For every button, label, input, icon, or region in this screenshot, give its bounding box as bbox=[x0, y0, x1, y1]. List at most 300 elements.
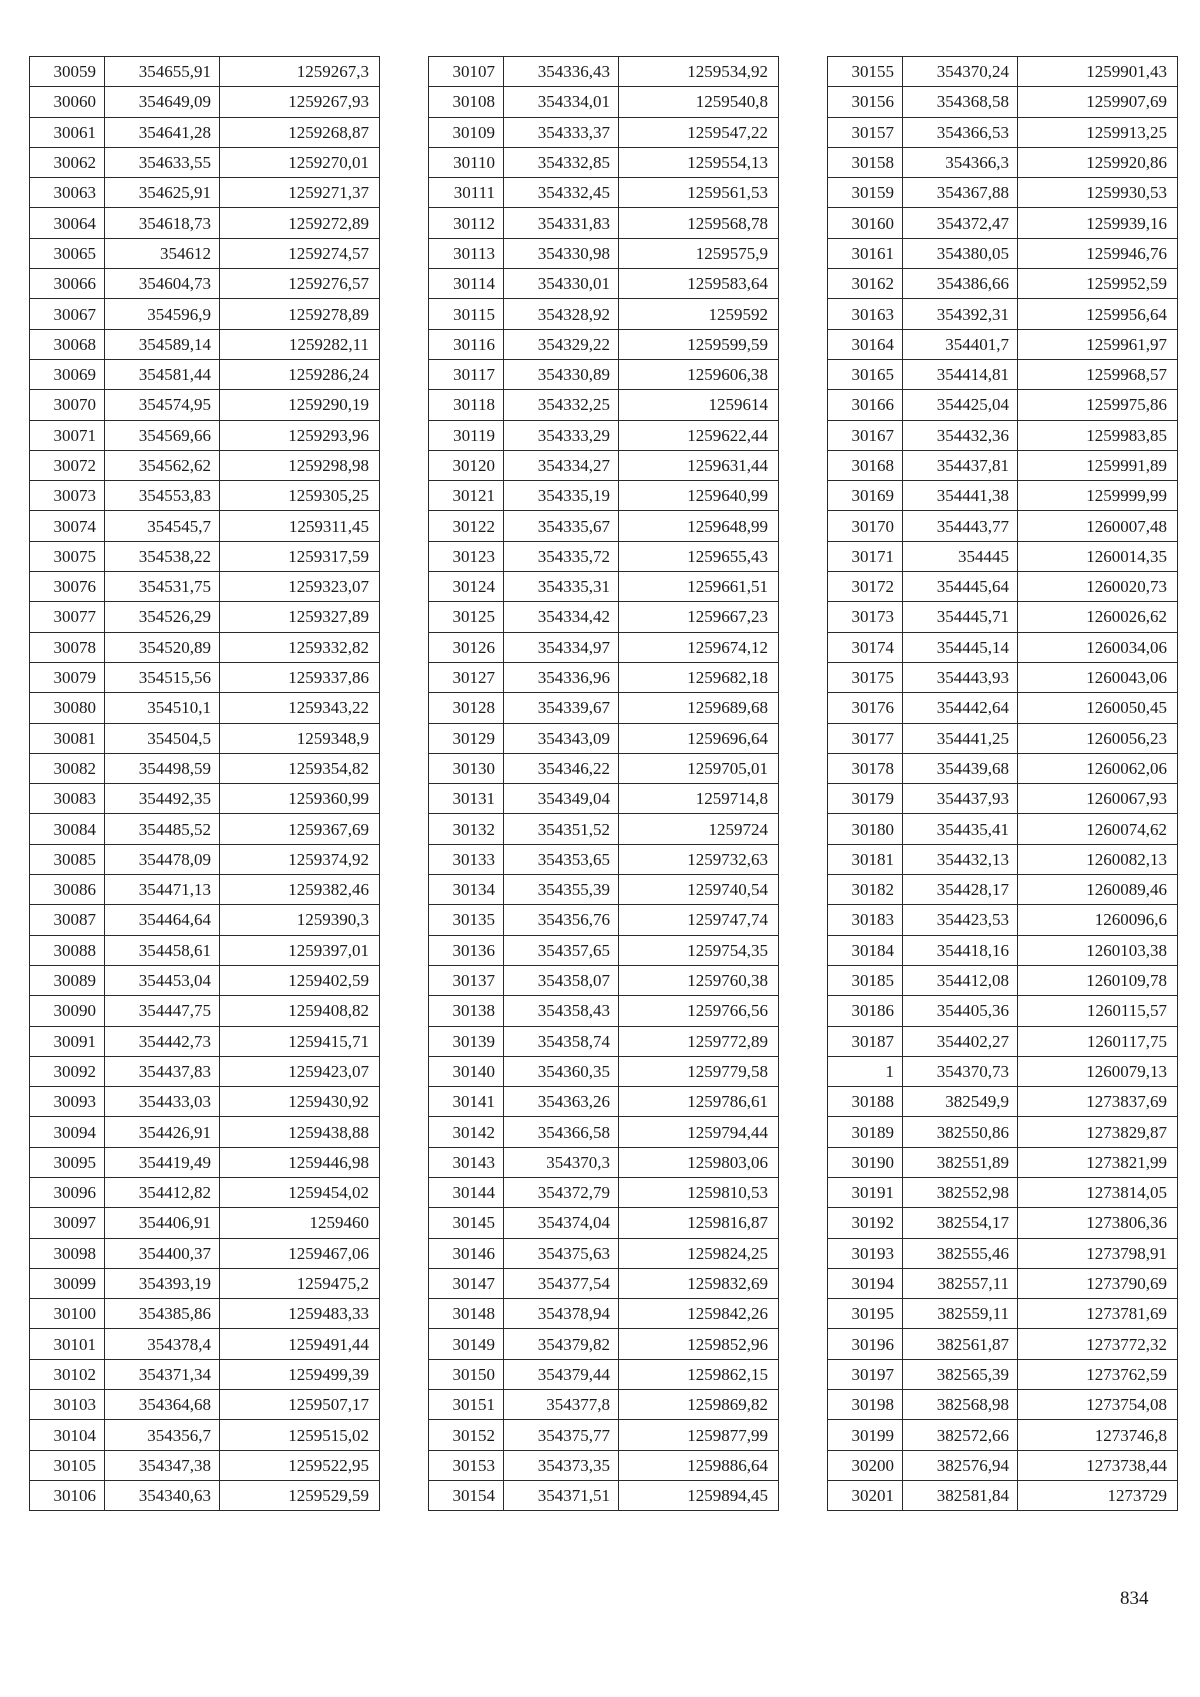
x-coordinate-cell: 354478,09 bbox=[105, 844, 220, 874]
table-row bbox=[30, 965, 380, 995]
y-coordinate-cell: 1259754,35 bbox=[619, 935, 779, 965]
x-coordinate-cell: 354553,83 bbox=[105, 481, 220, 511]
point-number-cell: 30114 bbox=[429, 269, 504, 299]
table-row bbox=[828, 117, 1178, 147]
y-coordinate-cell: 1259534,92 bbox=[619, 57, 779, 87]
point-number-cell: 30150 bbox=[429, 1359, 504, 1389]
table-row bbox=[30, 1268, 380, 1298]
point-number-cell: 1 bbox=[828, 1056, 903, 1086]
table-row bbox=[828, 57, 1178, 87]
point-number-cell: 30149 bbox=[429, 1329, 504, 1359]
x-coordinate-cell: 354400,37 bbox=[105, 1238, 220, 1268]
table-row bbox=[828, 541, 1178, 571]
table-row bbox=[30, 1420, 380, 1450]
x-coordinate-cell: 354356,7 bbox=[105, 1420, 220, 1450]
point-number-cell: 30067 bbox=[30, 299, 105, 329]
x-coordinate-cell: 354574,95 bbox=[105, 390, 220, 420]
table-row bbox=[828, 723, 1178, 753]
x-coordinate-cell: 354363,26 bbox=[504, 1087, 619, 1117]
point-number-cell: 30066 bbox=[30, 269, 105, 299]
y-coordinate-cell: 1259760,38 bbox=[619, 965, 779, 995]
y-coordinate-cell: 1273762,59 bbox=[1018, 1359, 1178, 1389]
y-coordinate-cell: 1259270,01 bbox=[220, 147, 380, 177]
table-row bbox=[429, 1177, 779, 1207]
table-row bbox=[828, 208, 1178, 238]
table-row bbox=[828, 450, 1178, 480]
point-number-cell: 30179 bbox=[828, 784, 903, 814]
x-coordinate-cell: 354458,61 bbox=[105, 935, 220, 965]
table-row bbox=[429, 511, 779, 541]
table-row bbox=[429, 723, 779, 753]
table-row bbox=[30, 935, 380, 965]
point-number-cell: 30196 bbox=[828, 1329, 903, 1359]
point-number-cell: 30124 bbox=[429, 572, 504, 602]
x-coordinate-cell: 354331,83 bbox=[504, 208, 619, 238]
y-coordinate-cell: 1259816,87 bbox=[619, 1208, 779, 1238]
point-number-cell: 30184 bbox=[828, 935, 903, 965]
table-row bbox=[828, 238, 1178, 268]
table-row bbox=[828, 1359, 1178, 1389]
table-row bbox=[828, 1056, 1178, 1086]
point-number-cell: 30128 bbox=[429, 693, 504, 723]
table-row bbox=[828, 1329, 1178, 1359]
table-row bbox=[429, 965, 779, 995]
table-row bbox=[30, 450, 380, 480]
x-coordinate-cell: 354520,89 bbox=[105, 632, 220, 662]
y-coordinate-cell: 1273738,44 bbox=[1018, 1450, 1178, 1480]
x-coordinate-cell: 382568,98 bbox=[903, 1390, 1018, 1420]
y-coordinate-cell: 1259454,02 bbox=[220, 1177, 380, 1207]
point-number-cell: 30076 bbox=[30, 572, 105, 602]
y-coordinate-cell: 1259268,87 bbox=[220, 117, 380, 147]
table-row bbox=[828, 572, 1178, 602]
point-number-cell: 30092 bbox=[30, 1056, 105, 1086]
x-coordinate-cell: 354437,93 bbox=[903, 784, 1018, 814]
y-coordinate-cell: 1259499,39 bbox=[220, 1359, 380, 1389]
table-row bbox=[429, 632, 779, 662]
point-number-cell: 30172 bbox=[828, 572, 903, 602]
point-number-cell: 30141 bbox=[429, 1087, 504, 1117]
point-number-cell: 30159 bbox=[828, 178, 903, 208]
table-row bbox=[429, 662, 779, 692]
point-number-cell: 30088 bbox=[30, 935, 105, 965]
point-number-cell: 30152 bbox=[429, 1420, 504, 1450]
point-number-cell: 30104 bbox=[30, 1420, 105, 1450]
y-coordinate-cell: 1259674,12 bbox=[619, 632, 779, 662]
point-number-cell: 30078 bbox=[30, 632, 105, 662]
y-coordinate-cell: 1259606,38 bbox=[619, 359, 779, 389]
x-coordinate-cell: 354612 bbox=[105, 238, 220, 268]
x-coordinate-cell: 354428,17 bbox=[903, 875, 1018, 905]
y-coordinate-cell: 1259975,86 bbox=[1018, 390, 1178, 420]
point-number-cell: 30121 bbox=[429, 481, 504, 511]
table-row bbox=[429, 1208, 779, 1238]
y-coordinate-cell: 1259648,99 bbox=[619, 511, 779, 541]
x-coordinate-cell: 382552,98 bbox=[903, 1177, 1018, 1207]
y-coordinate-cell: 1259575,9 bbox=[619, 238, 779, 268]
point-number-cell: 30096 bbox=[30, 1177, 105, 1207]
table-row bbox=[429, 1268, 779, 1298]
x-coordinate-cell: 354649,09 bbox=[105, 87, 220, 117]
y-coordinate-cell: 1260067,93 bbox=[1018, 784, 1178, 814]
point-number-cell: 30109 bbox=[429, 117, 504, 147]
y-coordinate-cell: 1260089,46 bbox=[1018, 875, 1178, 905]
y-coordinate-cell: 1273806,36 bbox=[1018, 1208, 1178, 1238]
table-row bbox=[828, 875, 1178, 905]
x-coordinate-cell: 354371,34 bbox=[105, 1359, 220, 1389]
x-coordinate-cell: 354412,82 bbox=[105, 1177, 220, 1207]
table-row bbox=[429, 875, 779, 905]
point-number-cell: 30157 bbox=[828, 117, 903, 147]
y-coordinate-cell: 1259360,99 bbox=[220, 784, 380, 814]
point-number-cell: 30120 bbox=[429, 450, 504, 480]
x-coordinate-cell: 354423,53 bbox=[903, 905, 1018, 935]
y-coordinate-cell: 1259348,9 bbox=[220, 723, 380, 753]
point-number-cell: 30169 bbox=[828, 481, 903, 511]
x-coordinate-cell: 354329,22 bbox=[504, 329, 619, 359]
y-coordinate-cell: 1260020,73 bbox=[1018, 572, 1178, 602]
table-row bbox=[30, 541, 380, 571]
x-coordinate-cell: 354581,44 bbox=[105, 359, 220, 389]
table-row bbox=[30, 1208, 380, 1238]
page-number: 834 bbox=[1120, 1588, 1149, 1609]
point-number-cell: 30129 bbox=[429, 723, 504, 753]
x-coordinate-cell: 382559,11 bbox=[903, 1299, 1018, 1329]
x-coordinate-cell: 354332,85 bbox=[504, 147, 619, 177]
point-number-cell: 30132 bbox=[429, 814, 504, 844]
point-number-cell: 30081 bbox=[30, 723, 105, 753]
table-row bbox=[828, 1420, 1178, 1450]
table-row bbox=[828, 905, 1178, 935]
table-row bbox=[429, 238, 779, 268]
table-row bbox=[429, 1359, 779, 1389]
point-number-cell: 30195 bbox=[828, 1299, 903, 1329]
y-coordinate-cell: 1259332,82 bbox=[220, 632, 380, 662]
y-coordinate-cell: 1259956,64 bbox=[1018, 299, 1178, 329]
table-row bbox=[828, 1147, 1178, 1177]
table-row bbox=[429, 481, 779, 511]
y-coordinate-cell: 1259766,56 bbox=[619, 996, 779, 1026]
table-row bbox=[429, 269, 779, 299]
x-coordinate-cell: 354335,67 bbox=[504, 511, 619, 541]
table-row bbox=[429, 1056, 779, 1086]
x-coordinate-cell: 354364,68 bbox=[105, 1390, 220, 1420]
x-coordinate-cell: 354372,47 bbox=[903, 208, 1018, 238]
table-row bbox=[30, 1480, 380, 1510]
y-coordinate-cell: 1259547,22 bbox=[619, 117, 779, 147]
y-coordinate-cell: 1260034,06 bbox=[1018, 632, 1178, 662]
table-row bbox=[429, 87, 779, 117]
y-coordinate-cell: 1260079,13 bbox=[1018, 1056, 1178, 1086]
y-coordinate-cell: 1259278,89 bbox=[220, 299, 380, 329]
y-coordinate-cell: 1259540,8 bbox=[619, 87, 779, 117]
x-coordinate-cell: 354437,81 bbox=[903, 450, 1018, 480]
x-coordinate-cell: 354375,63 bbox=[504, 1238, 619, 1268]
point-number-cell: 30165 bbox=[828, 359, 903, 389]
x-coordinate-cell: 354526,29 bbox=[105, 602, 220, 632]
x-coordinate-cell: 354442,64 bbox=[903, 693, 1018, 723]
x-coordinate-cell: 354334,42 bbox=[504, 602, 619, 632]
table-row bbox=[30, 632, 380, 662]
y-coordinate-cell: 1259696,64 bbox=[619, 723, 779, 753]
table-row bbox=[30, 662, 380, 692]
point-number-cell: 30110 bbox=[429, 147, 504, 177]
x-coordinate-cell: 354358,07 bbox=[504, 965, 619, 995]
x-coordinate-cell: 382581,84 bbox=[903, 1480, 1018, 1510]
point-number-cell: 30187 bbox=[828, 1026, 903, 1056]
point-number-cell: 30113 bbox=[429, 238, 504, 268]
x-coordinate-cell: 354433,03 bbox=[105, 1087, 220, 1117]
x-coordinate-cell: 354641,28 bbox=[105, 117, 220, 147]
point-number-cell: 30170 bbox=[828, 511, 903, 541]
y-coordinate-cell: 1259862,15 bbox=[619, 1359, 779, 1389]
table-row bbox=[30, 238, 380, 268]
x-coordinate-cell: 354367,88 bbox=[903, 178, 1018, 208]
y-coordinate-cell: 1259274,57 bbox=[220, 238, 380, 268]
y-coordinate-cell: 1259491,44 bbox=[220, 1329, 380, 1359]
table-row bbox=[429, 1147, 779, 1177]
y-coordinate-cell: 1259561,53 bbox=[619, 178, 779, 208]
y-coordinate-cell: 1259946,76 bbox=[1018, 238, 1178, 268]
table-row bbox=[30, 844, 380, 874]
table-row bbox=[30, 905, 380, 935]
x-coordinate-cell: 354328,92 bbox=[504, 299, 619, 329]
point-number-cell: 30160 bbox=[828, 208, 903, 238]
point-number-cell: 30180 bbox=[828, 814, 903, 844]
table-row bbox=[30, 57, 380, 87]
table-row bbox=[828, 662, 1178, 692]
table-row bbox=[30, 1147, 380, 1177]
point-number-cell: 30064 bbox=[30, 208, 105, 238]
x-coordinate-cell: 354445,71 bbox=[903, 602, 1018, 632]
table-row bbox=[30, 602, 380, 632]
table-row bbox=[30, 269, 380, 299]
x-coordinate-cell: 354373,35 bbox=[504, 1450, 619, 1480]
table-row bbox=[429, 935, 779, 965]
point-number-cell: 30135 bbox=[429, 905, 504, 935]
y-coordinate-cell: 1259852,96 bbox=[619, 1329, 779, 1359]
x-coordinate-cell: 354425,04 bbox=[903, 390, 1018, 420]
point-number-cell: 30175 bbox=[828, 662, 903, 692]
y-coordinate-cell: 1259901,43 bbox=[1018, 57, 1178, 87]
y-coordinate-cell: 1273829,87 bbox=[1018, 1117, 1178, 1147]
table-row bbox=[828, 299, 1178, 329]
x-coordinate-cell: 354485,52 bbox=[105, 814, 220, 844]
x-coordinate-cell: 354445 bbox=[903, 541, 1018, 571]
table-row bbox=[828, 814, 1178, 844]
point-number-cell: 30138 bbox=[429, 996, 504, 1026]
y-coordinate-cell: 1259939,16 bbox=[1018, 208, 1178, 238]
point-number-cell: 30077 bbox=[30, 602, 105, 632]
table-row bbox=[429, 178, 779, 208]
table-row bbox=[828, 784, 1178, 814]
table-row bbox=[30, 1056, 380, 1086]
y-coordinate-cell: 1259907,69 bbox=[1018, 87, 1178, 117]
point-number-cell: 30143 bbox=[429, 1147, 504, 1177]
x-coordinate-cell: 354504,5 bbox=[105, 723, 220, 753]
y-coordinate-cell: 1259961,97 bbox=[1018, 329, 1178, 359]
point-number-cell: 30105 bbox=[30, 1450, 105, 1480]
table-row bbox=[429, 905, 779, 935]
table-row bbox=[30, 1087, 380, 1117]
table-row bbox=[429, 390, 779, 420]
table-row bbox=[30, 208, 380, 238]
point-number-cell: 30158 bbox=[828, 147, 903, 177]
y-coordinate-cell: 1259290,19 bbox=[220, 390, 380, 420]
table-row bbox=[429, 450, 779, 480]
y-coordinate-cell: 1259276,57 bbox=[220, 269, 380, 299]
y-coordinate-cell: 1259705,01 bbox=[619, 753, 779, 783]
x-coordinate-cell: 354589,14 bbox=[105, 329, 220, 359]
y-coordinate-cell: 1259460 bbox=[220, 1208, 380, 1238]
point-number-cell: 30087 bbox=[30, 905, 105, 935]
point-number-cell: 30108 bbox=[429, 87, 504, 117]
y-coordinate-cell: 1259337,86 bbox=[220, 662, 380, 692]
point-number-cell: 30166 bbox=[828, 390, 903, 420]
point-number-cell: 30145 bbox=[429, 1208, 504, 1238]
table-row bbox=[429, 1450, 779, 1480]
table-row bbox=[828, 329, 1178, 359]
table-row bbox=[429, 299, 779, 329]
table-row bbox=[429, 844, 779, 874]
point-number-cell: 30131 bbox=[429, 784, 504, 814]
y-coordinate-cell: 1260014,35 bbox=[1018, 541, 1178, 571]
point-number-cell: 30122 bbox=[429, 511, 504, 541]
x-coordinate-cell: 354355,39 bbox=[504, 875, 619, 905]
point-number-cell: 30167 bbox=[828, 420, 903, 450]
y-coordinate-cell: 1259438,88 bbox=[220, 1117, 380, 1147]
x-coordinate-cell: 354349,04 bbox=[504, 784, 619, 814]
point-number-cell: 30200 bbox=[828, 1450, 903, 1480]
table-row bbox=[30, 784, 380, 814]
y-coordinate-cell: 1259446,98 bbox=[220, 1147, 380, 1177]
x-coordinate-cell: 354333,29 bbox=[504, 420, 619, 450]
y-coordinate-cell: 1259282,11 bbox=[220, 329, 380, 359]
point-number-cell: 30098 bbox=[30, 1238, 105, 1268]
y-coordinate-cell: 1259271,37 bbox=[220, 178, 380, 208]
y-coordinate-cell: 1259272,89 bbox=[220, 208, 380, 238]
point-number-cell: 30117 bbox=[429, 359, 504, 389]
point-number-cell: 30065 bbox=[30, 238, 105, 268]
x-coordinate-cell: 354377,8 bbox=[504, 1390, 619, 1420]
table-row bbox=[828, 1480, 1178, 1510]
y-coordinate-cell: 1259952,59 bbox=[1018, 269, 1178, 299]
y-coordinate-cell: 1259374,92 bbox=[220, 844, 380, 874]
x-coordinate-cell: 354625,91 bbox=[105, 178, 220, 208]
point-number-cell: 30197 bbox=[828, 1359, 903, 1389]
point-number-cell: 30193 bbox=[828, 1238, 903, 1268]
y-coordinate-cell: 1259689,68 bbox=[619, 693, 779, 723]
y-coordinate-cell: 1259614 bbox=[619, 390, 779, 420]
table-row bbox=[30, 390, 380, 420]
x-coordinate-cell: 354335,31 bbox=[504, 572, 619, 602]
point-number-cell: 30091 bbox=[30, 1026, 105, 1056]
y-coordinate-cell: 1273837,69 bbox=[1018, 1087, 1178, 1117]
y-coordinate-cell: 1259286,24 bbox=[220, 359, 380, 389]
point-number-cell: 30194 bbox=[828, 1268, 903, 1298]
y-coordinate-cell: 1259317,59 bbox=[220, 541, 380, 571]
point-number-cell: 30094 bbox=[30, 1117, 105, 1147]
y-coordinate-cell: 1259298,98 bbox=[220, 450, 380, 480]
table-row bbox=[30, 723, 380, 753]
table-row bbox=[30, 329, 380, 359]
point-number-cell: 30063 bbox=[30, 178, 105, 208]
x-coordinate-cell: 382557,11 bbox=[903, 1268, 1018, 1298]
table-row bbox=[429, 693, 779, 723]
x-coordinate-cell: 354347,38 bbox=[105, 1450, 220, 1480]
table-row bbox=[828, 511, 1178, 541]
point-number-cell: 30070 bbox=[30, 390, 105, 420]
point-number-cell: 30174 bbox=[828, 632, 903, 662]
x-coordinate-cell: 354406,91 bbox=[105, 1208, 220, 1238]
y-coordinate-cell: 1259999,99 bbox=[1018, 481, 1178, 511]
x-coordinate-cell: 354368,58 bbox=[903, 87, 1018, 117]
point-number-cell: 30083 bbox=[30, 784, 105, 814]
table-row bbox=[429, 420, 779, 450]
table-row bbox=[429, 1299, 779, 1329]
y-coordinate-cell: 1259803,06 bbox=[619, 1147, 779, 1177]
table-row bbox=[30, 875, 380, 905]
point-number-cell: 30099 bbox=[30, 1268, 105, 1298]
y-coordinate-cell: 1259430,92 bbox=[220, 1087, 380, 1117]
table-row bbox=[429, 208, 779, 238]
y-coordinate-cell: 1259267,93 bbox=[220, 87, 380, 117]
point-number-cell: 30084 bbox=[30, 814, 105, 844]
y-coordinate-cell: 1259714,8 bbox=[619, 784, 779, 814]
x-coordinate-cell: 354443,77 bbox=[903, 511, 1018, 541]
x-coordinate-cell: 354492,35 bbox=[105, 784, 220, 814]
point-number-cell: 30191 bbox=[828, 1177, 903, 1207]
table-row bbox=[429, 541, 779, 571]
x-coordinate-cell: 354334,27 bbox=[504, 450, 619, 480]
x-coordinate-cell: 382561,87 bbox=[903, 1329, 1018, 1359]
y-coordinate-cell: 1273781,69 bbox=[1018, 1299, 1178, 1329]
point-number-cell: 30089 bbox=[30, 965, 105, 995]
y-coordinate-cell: 1259354,82 bbox=[220, 753, 380, 783]
table-row bbox=[429, 1390, 779, 1420]
point-number-cell: 30189 bbox=[828, 1117, 903, 1147]
y-coordinate-cell: 1259991,89 bbox=[1018, 450, 1178, 480]
x-coordinate-cell: 354510,1 bbox=[105, 693, 220, 723]
y-coordinate-cell: 1259402,59 bbox=[220, 965, 380, 995]
y-coordinate-cell: 1259786,61 bbox=[619, 1087, 779, 1117]
table-row bbox=[429, 1238, 779, 1268]
point-number-cell: 30199 bbox=[828, 1420, 903, 1450]
table-row bbox=[828, 996, 1178, 1026]
point-number-cell: 30178 bbox=[828, 753, 903, 783]
table-row bbox=[30, 753, 380, 783]
point-number-cell: 30125 bbox=[429, 602, 504, 632]
point-number-cell: 30142 bbox=[429, 1117, 504, 1147]
table-row bbox=[429, 1026, 779, 1056]
table-row bbox=[30, 511, 380, 541]
table-row bbox=[429, 1480, 779, 1510]
x-coordinate-cell: 354393,19 bbox=[105, 1268, 220, 1298]
x-coordinate-cell: 354358,74 bbox=[504, 1026, 619, 1056]
point-number-cell: 30106 bbox=[30, 1480, 105, 1510]
point-number-cell: 30151 bbox=[429, 1390, 504, 1420]
point-number-cell: 30101 bbox=[30, 1329, 105, 1359]
table-row bbox=[30, 1177, 380, 1207]
y-coordinate-cell: 1259732,63 bbox=[619, 844, 779, 874]
point-number-cell: 30097 bbox=[30, 1208, 105, 1238]
point-number-cell: 30168 bbox=[828, 450, 903, 480]
table-row bbox=[30, 814, 380, 844]
y-coordinate-cell: 1259913,25 bbox=[1018, 117, 1178, 147]
table-row bbox=[30, 996, 380, 1026]
y-coordinate-cell: 1259327,89 bbox=[220, 602, 380, 632]
table-row bbox=[30, 1238, 380, 1268]
